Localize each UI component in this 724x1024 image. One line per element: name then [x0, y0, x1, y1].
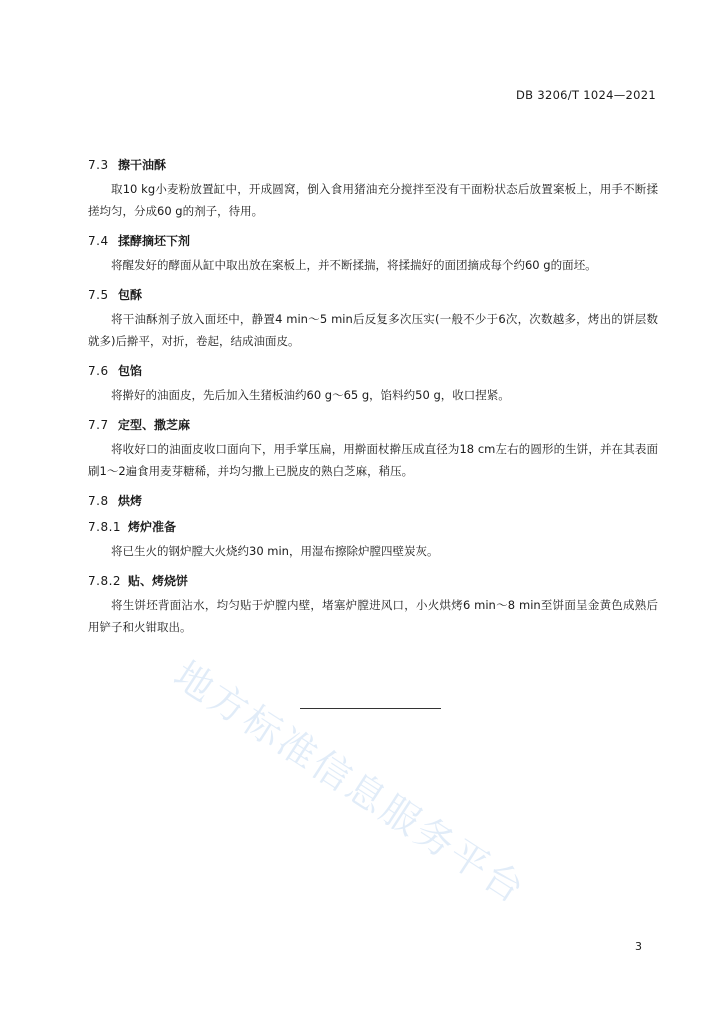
end-rule [300, 708, 441, 709]
section-text-7-4: 将醒发好的酵面从缸中取出放在案板上，并不断揉揣，将揉揣好的面团摘成每个约60 g的面坯。 [111, 258, 597, 272]
section-heading-7-4: 7.4 揉酵摘坯下剂 [88, 234, 191, 248]
section-heading-7-6: 7.6 包馅 [88, 364, 143, 378]
section-text-7-6: 将擀好的油面皮，先后加入生猪板油约60 g～65 g，馅料约50 g，收口捏紧。 [111, 388, 510, 402]
document-body [88, 150, 658, 646]
section-text-7-8-1: 将已生火的钢炉膛大火烧约30 min，用湿布擦除炉膛四壁炭灰。 [111, 544, 439, 558]
standard-number: DB 3206/T 1024—2021 [516, 88, 656, 102]
section-text-7-7: 将收好口的油面皮收口面向下，用手掌压扁，用擀面杖擀压成直径为18 cm左右的圆形的生饼，并在其表面刷1～2遍食用麦芽糖稀，并均匀撒上已脱皮的熟白芝麻，稍压。 [88, 442, 658, 478]
section-heading-7-8-2: 7.8.2 贴、烤烧饼 [88, 574, 189, 588]
section-heading-7-3: 7.3 擦干油酥 [88, 158, 167, 172]
section-text-7-8-2: 将生饼坯背面沾水，均匀贴于炉膛内壁，堵塞炉膛进风口，小火烘烤6 min～8 min至饼面呈金黄色成熟后用铲子和火钳取出。 [88, 598, 658, 634]
page-number: 3 [635, 940, 642, 953]
watermark: 地方标准信息服务平台 [166, 652, 534, 913]
section-heading-7-5: 7.5 包酥 [88, 288, 143, 302]
section-heading-7-7: 7.7 定型、撒芝麻 [88, 418, 191, 432]
section-heading-7-8: 7.8 烘烤 [88, 494, 143, 508]
section-text-7-3: 取10 kg小麦粉放置缸中，开成圆窝，倒入食用猪油充分搅拌至没有干面粉状态后放置案板上，用手不断揉搓均匀，分成60 g的剂子，待用。 [88, 182, 658, 218]
section-heading-7-8-1: 7.8.1 烤炉准备 [88, 520, 177, 534]
section-text-7-5: 将干油酥剂子放入面坯中，静置4 min～5 min后反复多次压实(一般不少于6次，次数越多，烤出的饼层数就多)后擀平，对折，卷起，结成油面皮。 [88, 312, 658, 348]
